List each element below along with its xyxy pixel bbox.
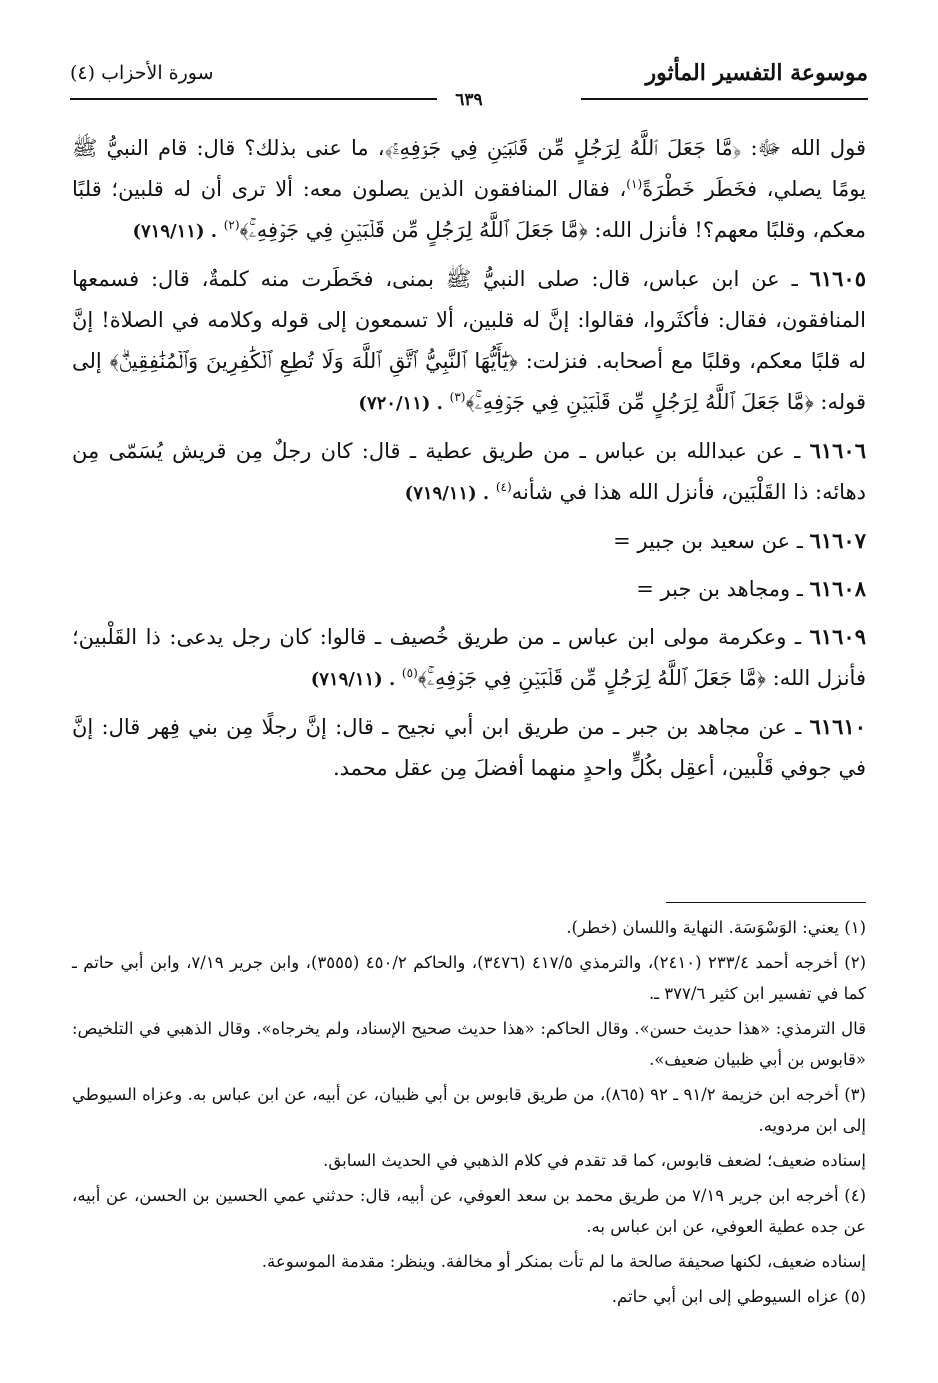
main-text bbox=[72, 128, 866, 795]
footnote: (١) يعني: الوَسْوَسَة. النهاية واللسان (خطر). bbox=[566, 918, 866, 937]
hadith-number: ٦١٦٠٨ bbox=[809, 576, 866, 601]
footnote: (٢) أخرجه أحمد ٢٣٣/٤ (٢٤١٠)، والترمذي ٤١٧/٥ (٣٤٧٦)، والحاكم ٤٥٠/٢ (٣٥٥٥)، وابن جرير ٧/١٩، وابن أبي حاتم ـ كما في تفسير ابن كثير ٣٧٧/٦ ـ. bbox=[72, 953, 867, 1003]
footnote-marker: (٥) bbox=[401, 666, 418, 680]
hadith-61608 bbox=[72, 568, 866, 610]
footnote: (٥) عزاه السيوطي إلى ابن أبي حاتم. bbox=[611, 1287, 866, 1306]
footnote-marker: (٢) bbox=[223, 218, 240, 232]
surah-label: سورة الأحزاب (٤) bbox=[70, 62, 214, 84]
footnote: إسناده ضعيف؛ لضعف قابوس، كما قد تقدم في كلام الذهبي في الحديث السابق. bbox=[323, 1151, 866, 1170]
footnote-separator bbox=[666, 902, 866, 903]
footnote: (٣) أخرجه ابن خزيمة ٩١/٢ ـ ٩٢ (٨٦٥)، من طريق قابوس بن أبي ظبيان، عن أبيه، عن ابن عباس به. وعزاه السيوطي إلى ابن مردويه. bbox=[72, 1085, 866, 1135]
hadith-61605 bbox=[72, 258, 866, 424]
volume-reference: . (٧١٩/١١) bbox=[132, 221, 217, 242]
hadith-61606 bbox=[72, 430, 866, 514]
hadith-61610 bbox=[72, 706, 866, 789]
volume-reference: . (٧١٩/١١) bbox=[404, 483, 490, 504]
hadith-number: ٦١٦٠٩ bbox=[809, 624, 866, 649]
paragraph-text: ـ عن مجاهد بن جبر ـ من طريق ابن أبي نجيح ـ قال: إنَّ رجلًا مِن بني فِهر قال: إنَّ في جوفي قَلْبين، أعقِل بكُلٍّ واحدٍ منهما أفضلَ مِن عقل محمد. bbox=[72, 715, 866, 780]
footnotes bbox=[72, 912, 866, 1316]
paragraph-text: قول الله ﷻ: ﴿مَّا جَعَلَ ٱللَّهُ لِرَجُلٍ مِّن قَلۡبَيۡنِ فِي جَوۡفِهِۦۚ﴾، ما عنى بذلك؟ قال: قام النبيُّ ﷺ يومًا يصلي، فخَطَر خَطْرَةً bbox=[72, 136, 866, 201]
paragraph-text: ـ وعكرمة مولى ابن عباس ـ من طريق خُصيف ـ قالوا: كان رجل يدعى: ذا القَلْبين؛ فأنزل الله: ﴿مَّا جَعَلَ ٱللَّهُ لِرَجُلٍ مِّن قَلۡبَيۡنِ فِي جَوۡفِهِۦۚ﴾ bbox=[72, 625, 866, 690]
footnote: إسناده ضعيف، لكنها صحيفة صالحة ما لم تأت بمنكر أو مخالفة. وينظر: مقدمة الموسوعة. bbox=[261, 1252, 866, 1271]
paragraph-text: ، فقال المنافقون الذين يصلون معه: ألا ترى أن له قلبين؛ قلبًا معكم، وقلبًا معهم؟! فأنزل الله: ﴿مَّا جَعَلَ ٱللَّهُ لِرَجُلٍ مِّن قَلۡبَيۡنِ فِي جَوۡفِهِۦۚ﴾ bbox=[72, 177, 866, 242]
page-header bbox=[70, 58, 868, 110]
hadith-number: ٦١٦٠٧ bbox=[809, 528, 866, 553]
volume-reference: . (٧٢٠/١١) bbox=[358, 393, 443, 414]
paragraph-text: ـ ومجاهد بن جبر = bbox=[636, 577, 810, 601]
footnote: (٤) أخرجه ابن جرير ٧/١٩ من طريق محمد بن سعد العوفي، عن أبيه، قال: حدثني عمي الحسين بن الحسن، عن أبيه، عن جده عطية العوفي، عن ابن عباس به. bbox=[72, 1186, 867, 1236]
book-title: موسوعة التفسير المأثور bbox=[645, 60, 868, 86]
hadith-61609 bbox=[72, 616, 866, 700]
paragraph-text: ـ عن عبدالله بن عباس ـ من طريق عطية ـ قال: كان رجلٌ مِن قريش يُسَمّى مِن دهائه: ذا القَلْبَين، فأنزل الله هذا في شأنه bbox=[72, 439, 866, 504]
hadith-number: ٦١٦٠٥ bbox=[809, 266, 866, 291]
footnote: قال الترمذي: «هذا حديث حسن». وقال الحاكم: «هذا حديث صحيح الإسناد، ولم يخرجاه». وقال الذهبي في التلخيص: «قابوس بن أبي ظبيان ضعيف». bbox=[72, 1019, 866, 1069]
paragraph-intro bbox=[72, 128, 866, 252]
paragraph-text: ـ عن سعيد بن جبير = bbox=[613, 529, 810, 553]
page-number: ٦٣٩ bbox=[455, 90, 483, 110]
hadith-number: ٦١٦٠٦ bbox=[809, 438, 866, 463]
footnote-marker: (٣) bbox=[449, 390, 466, 404]
paragraph-text: ـ عن ابن عباس، قال: صلى النبيُّ ﷺ بمنى، فخَطَرت منه كلمةٌ، قال: فسمعها المنافقون، فقال: فأكثَروا، فقالوا: إنَّ له قلبين، ألا تسمعون إلى قوله وكلامه في الصلاة! إنَّ له قلبًا معكم، وقلبًا مع أصحابه. فنزلت: ﴿يَٰٓأَيُّهَا ٱلنَّبِيُّ ٱتَّقِ ٱللَّهَ وَلَا تُطِعِ ٱلۡكَٰفِرِينَ وَٱلۡمُنَٰفِقِينَۗ﴾ إلى قوله: ﴿مَّا جَعَلَ ٱللَّهُ لِرَجُلٍ مِّن قَلۡبَيۡنِ فِي جَوۡفِهِۦۚ﴾ bbox=[72, 267, 866, 414]
volume-reference: . (٧١٩/١١) bbox=[310, 669, 396, 690]
footnote-marker: (١) bbox=[626, 177, 643, 191]
hadith-number: ٦١٦١٠ bbox=[809, 714, 866, 739]
hadith-61607 bbox=[72, 520, 866, 562]
footnote-marker: (٤) bbox=[495, 480, 512, 494]
